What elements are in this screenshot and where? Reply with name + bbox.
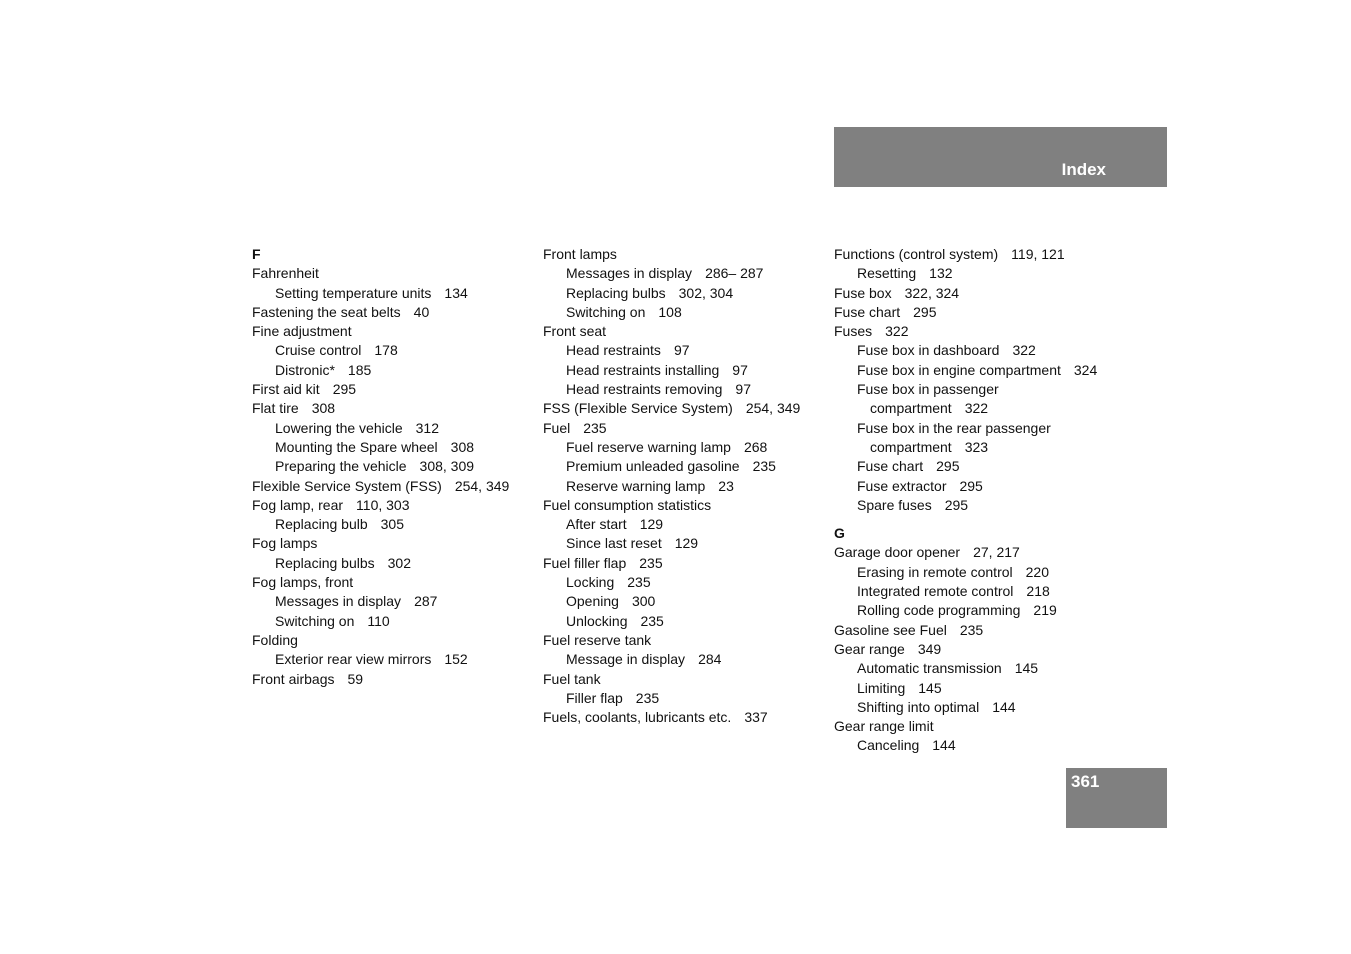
entry-term: Mounting the Spare wheel xyxy=(275,438,438,455)
entry-page-ref: 40 xyxy=(413,303,430,320)
entry-term: FSS (Flexible Service System) xyxy=(543,400,733,417)
index-subentry xyxy=(543,361,828,380)
index-letter-heading: F xyxy=(252,246,261,262)
index-subentry xyxy=(834,419,1134,438)
index-subentry xyxy=(252,419,537,438)
entry-page-ref: 235 xyxy=(635,689,660,706)
index-subentry xyxy=(543,284,828,303)
entry-term: Fuel consumption statistics xyxy=(543,496,712,513)
entry-page-ref: 97 xyxy=(732,361,748,378)
entry-page-ref: 218 xyxy=(1026,583,1050,600)
index-entry xyxy=(834,322,1134,341)
entry-term: Spare fuses xyxy=(857,496,932,513)
index-column-2 xyxy=(543,245,828,727)
entry-page-ref: 322 xyxy=(1012,342,1036,359)
entry-page-ref: 302, 304 xyxy=(678,284,734,301)
entry-term: Fuel filler flap xyxy=(543,554,627,571)
index-subentry xyxy=(834,582,1134,601)
entry-term: Resetting xyxy=(857,265,917,282)
entry-term: Functions (control system) xyxy=(834,246,999,262)
entry-term: Lowering the vehicle xyxy=(275,419,403,436)
entry-page-ref: 152 xyxy=(444,651,468,668)
index-subentry xyxy=(252,457,537,476)
entry-term: Fog lamps xyxy=(252,535,318,552)
index-subentry xyxy=(834,438,1134,457)
index-subentry xyxy=(834,264,1134,283)
index-subentry xyxy=(543,303,828,322)
entry-term: Gear range limit xyxy=(834,718,934,735)
index-subentry xyxy=(543,457,828,476)
index-subentry xyxy=(834,736,1134,755)
index-subentry xyxy=(543,515,828,534)
index-entry xyxy=(252,573,537,592)
index-subentry xyxy=(543,438,828,457)
index-entry xyxy=(252,670,537,689)
entry-page-ref: 132 xyxy=(929,265,953,282)
index-subentry xyxy=(834,496,1134,515)
index-subentry xyxy=(252,284,537,303)
entry-term: Fahrenheit xyxy=(252,265,319,282)
entry-term: Switching on xyxy=(275,612,355,629)
entry-page-ref: 178 xyxy=(374,342,398,359)
entry-term: Replacing bulb xyxy=(275,516,368,533)
entry-term: Premium unleaded gasoline xyxy=(566,458,740,475)
entry-term: Rolling code programming xyxy=(857,602,1021,619)
entry-page-ref: 308 xyxy=(311,400,336,417)
entry-page-ref: 220 xyxy=(1025,563,1049,580)
index-entry xyxy=(543,399,828,418)
entry-term: Switching on xyxy=(566,303,646,320)
entry-term: Unlocking xyxy=(566,612,628,629)
entry-term: Flexible Service System (FSS) xyxy=(252,477,442,494)
entry-term: Reserve warning lamp xyxy=(566,477,706,494)
entry-page-ref: 108 xyxy=(658,303,682,320)
entry-page-ref: 59 xyxy=(347,670,364,687)
entry-page-ref: 322 xyxy=(885,323,909,340)
entry-term: compartment xyxy=(870,438,952,455)
entry-page-ref: 305 xyxy=(380,516,404,533)
entry-term: Erasing in remote control xyxy=(857,563,1013,580)
entry-page-ref: 219 xyxy=(1033,602,1057,619)
entry-page-ref: 97 xyxy=(735,381,751,398)
section-title: Index xyxy=(1061,160,1106,179)
entry-term: Messages in display xyxy=(566,265,693,282)
entry-page-ref: 110 xyxy=(367,612,390,629)
entry-page-ref: 324 xyxy=(1073,361,1098,378)
entry-term: Cruise control xyxy=(275,342,362,359)
index-entry xyxy=(543,496,828,515)
entry-term: Fuse chart xyxy=(834,303,901,320)
entry-page-ref: 302 xyxy=(387,554,411,571)
index-subentry xyxy=(834,361,1134,380)
index-entry xyxy=(834,640,1134,659)
entry-term: Fuel tank xyxy=(543,670,601,687)
entry-term: Automatic transmission xyxy=(857,660,1002,677)
index-letter-heading: G xyxy=(834,525,845,542)
entry-page-ref: 322, 324 xyxy=(904,284,960,301)
index-subentry xyxy=(252,612,537,631)
index-subentry xyxy=(834,477,1134,496)
entry-term: Front lamps xyxy=(543,246,617,262)
index-entry xyxy=(543,419,828,438)
index-subentry xyxy=(834,659,1134,678)
index-entry xyxy=(252,264,537,283)
entry-term: Canceling xyxy=(857,737,920,754)
entry-term: Fine adjustment xyxy=(252,323,352,340)
entry-page-ref: 119, 121 xyxy=(1011,246,1065,262)
entry-term: Limiting xyxy=(857,679,906,696)
entry-term: Fuse box xyxy=(834,284,892,301)
entry-term: Fuse box in passenger xyxy=(857,381,999,398)
index-column-1 xyxy=(252,245,537,689)
entry-page-ref: 308, 309 xyxy=(419,458,475,475)
entry-term: First aid kit xyxy=(252,381,320,398)
entry-page-ref: 308 xyxy=(450,438,475,455)
entry-page-ref: 235 xyxy=(627,574,651,591)
entry-term: Filler flap xyxy=(566,689,623,706)
entry-term: compartment xyxy=(870,400,952,417)
index-subentry xyxy=(834,698,1134,717)
entry-page-ref: 235 xyxy=(752,458,776,475)
index-entry xyxy=(834,245,1134,264)
index-entry xyxy=(543,245,828,264)
entry-term: Fuse box in dashboard xyxy=(857,342,1000,359)
entry-page-ref: 295 xyxy=(959,477,983,494)
index-subentry xyxy=(252,438,537,457)
index-subentry xyxy=(543,612,828,631)
entry-term: Preparing the vehicle xyxy=(275,458,407,475)
entry-term: Fuse box in engine compartment xyxy=(857,361,1061,378)
entry-term: Fuels, coolants, lubricants etc. xyxy=(543,709,732,726)
entry-page-ref: 145 xyxy=(918,679,942,696)
index-entry xyxy=(834,284,1134,303)
entry-page-ref: 110, 303 xyxy=(356,496,410,513)
entry-term: Distronic* xyxy=(275,361,335,378)
entry-page-ref: 27, 217 xyxy=(973,544,1020,561)
entry-term: Flat tire xyxy=(252,400,299,417)
entry-page-ref: 300 xyxy=(631,593,656,610)
entry-term: Fuse box in the rear passenger xyxy=(857,419,1051,436)
entry-term: Front airbags xyxy=(252,670,335,687)
index-subentry xyxy=(543,534,828,553)
entry-term: Fuel reserve tank xyxy=(543,631,652,648)
page-number: 361 xyxy=(1071,772,1100,791)
index-entry xyxy=(543,322,828,341)
index-entry xyxy=(543,670,828,689)
entry-page-ref: 268 xyxy=(743,438,768,455)
entry-page-ref: 97 xyxy=(673,342,690,359)
entry-term: Replacing bulbs xyxy=(275,554,375,571)
index-entry xyxy=(252,534,537,553)
index-subentry xyxy=(834,601,1134,620)
entry-term: Folding xyxy=(252,631,298,648)
entry-term: Gasoline see Fuel xyxy=(834,621,947,638)
index-entry xyxy=(834,621,1134,640)
index-subentry xyxy=(543,650,828,669)
index-entry xyxy=(252,477,537,496)
entry-term: Fuse extractor xyxy=(857,477,947,494)
entry-term: Fuses xyxy=(834,323,873,340)
index-subentry xyxy=(543,380,828,399)
entry-page-ref: 312 xyxy=(415,419,439,436)
index-subentry xyxy=(834,457,1134,476)
entry-term: Locking xyxy=(566,574,615,591)
entry-page-ref: 129 xyxy=(674,535,699,552)
index-entry xyxy=(543,554,828,573)
entry-term: Garage door opener xyxy=(834,544,961,561)
entry-term: Setting temperature units xyxy=(275,284,432,301)
index-entry xyxy=(252,496,537,515)
entry-page-ref: 254, 349 xyxy=(454,477,510,494)
entry-term: Fuel reserve warning lamp xyxy=(566,438,731,455)
index-subentry xyxy=(252,592,537,611)
index-entry xyxy=(834,717,1134,736)
entry-page-ref: 254, 349 xyxy=(745,400,801,417)
index-entry xyxy=(543,631,828,650)
entry-page-ref: 145 xyxy=(1014,660,1039,677)
index-subentry xyxy=(543,341,828,360)
index-subentry xyxy=(834,679,1134,698)
entry-term: Fog lamp, rear xyxy=(252,496,344,513)
entry-page-ref: 185 xyxy=(347,361,372,378)
entry-term: Fuse chart xyxy=(857,458,924,475)
entry-term: Fuel xyxy=(543,419,571,436)
entry-term: Gear range xyxy=(834,640,905,657)
index-subentry xyxy=(834,380,1134,399)
index-column-3 xyxy=(834,245,1134,756)
index-entry xyxy=(543,708,828,727)
entry-term: Exterior rear view mirrors xyxy=(275,651,432,668)
entry-term: Fog lamps, front xyxy=(252,574,354,591)
index-entry xyxy=(252,380,537,399)
entry-page-ref: 295 xyxy=(936,458,960,475)
index-subentry xyxy=(252,341,537,360)
entry-term: Shifting into optimal xyxy=(857,698,980,715)
entry-term: After start xyxy=(566,516,627,533)
index-subentry xyxy=(834,399,1134,418)
entry-page-ref: 287 xyxy=(414,593,438,610)
entry-page-ref: 144 xyxy=(992,698,1016,715)
index-subentry xyxy=(252,650,537,669)
entry-term: Replacing bulbs xyxy=(566,284,666,301)
index-subentry xyxy=(543,264,828,283)
entry-page-ref: 337 xyxy=(744,709,768,726)
entry-page-ref: 144 xyxy=(932,737,956,754)
entry-page-ref: 235 xyxy=(583,419,607,436)
index-entry xyxy=(834,303,1134,322)
index-entry xyxy=(252,303,537,322)
entry-term: Integrated remote control xyxy=(857,583,1014,600)
entry-page-ref: 295 xyxy=(332,381,357,398)
index-subentry xyxy=(834,563,1134,582)
index-subentry xyxy=(252,554,537,573)
entry-page-ref: 295 xyxy=(944,496,969,513)
index-subentry xyxy=(543,592,828,611)
entry-page-ref: 323 xyxy=(964,438,989,455)
entry-term: Fastening the seat belts xyxy=(252,303,401,320)
page-number-box xyxy=(1066,768,1167,828)
entry-page-ref: 134 xyxy=(444,284,468,301)
index-subentry xyxy=(252,515,537,534)
index-entry xyxy=(252,322,537,341)
entry-term: Head restraints removing xyxy=(566,381,723,398)
entry-term: Front seat xyxy=(543,323,607,340)
index-subentry xyxy=(252,361,537,380)
entry-page-ref: 235 xyxy=(640,612,664,629)
entry-term: Head restraints xyxy=(566,342,661,359)
entry-page-ref: 235 xyxy=(959,621,984,638)
entry-page-ref: 129 xyxy=(639,516,664,533)
entry-page-ref: 322 xyxy=(964,400,989,417)
index-entry xyxy=(252,399,537,418)
entry-term: Since last reset xyxy=(566,535,662,552)
entry-page-ref: 295 xyxy=(913,303,937,320)
entry-term: Messages in display xyxy=(275,593,402,610)
index-subentry xyxy=(543,689,828,708)
index-subentry xyxy=(834,341,1134,360)
section-header-bar xyxy=(834,127,1167,187)
index-subentry xyxy=(543,573,828,592)
entry-page-ref: 286– 287 xyxy=(705,265,764,282)
entry-page-ref: 349 xyxy=(917,640,942,657)
index-entry xyxy=(252,631,537,650)
index-subentry xyxy=(543,477,828,496)
entry-term: Message in display xyxy=(566,651,686,668)
index-entry xyxy=(834,543,1134,562)
entry-term: Head restraints installing xyxy=(566,361,720,378)
entry-page-ref: 23 xyxy=(718,477,734,494)
entry-page-ref: 235 xyxy=(639,554,663,571)
entry-term: Opening xyxy=(566,593,619,610)
entry-page-ref: 284 xyxy=(698,651,722,668)
